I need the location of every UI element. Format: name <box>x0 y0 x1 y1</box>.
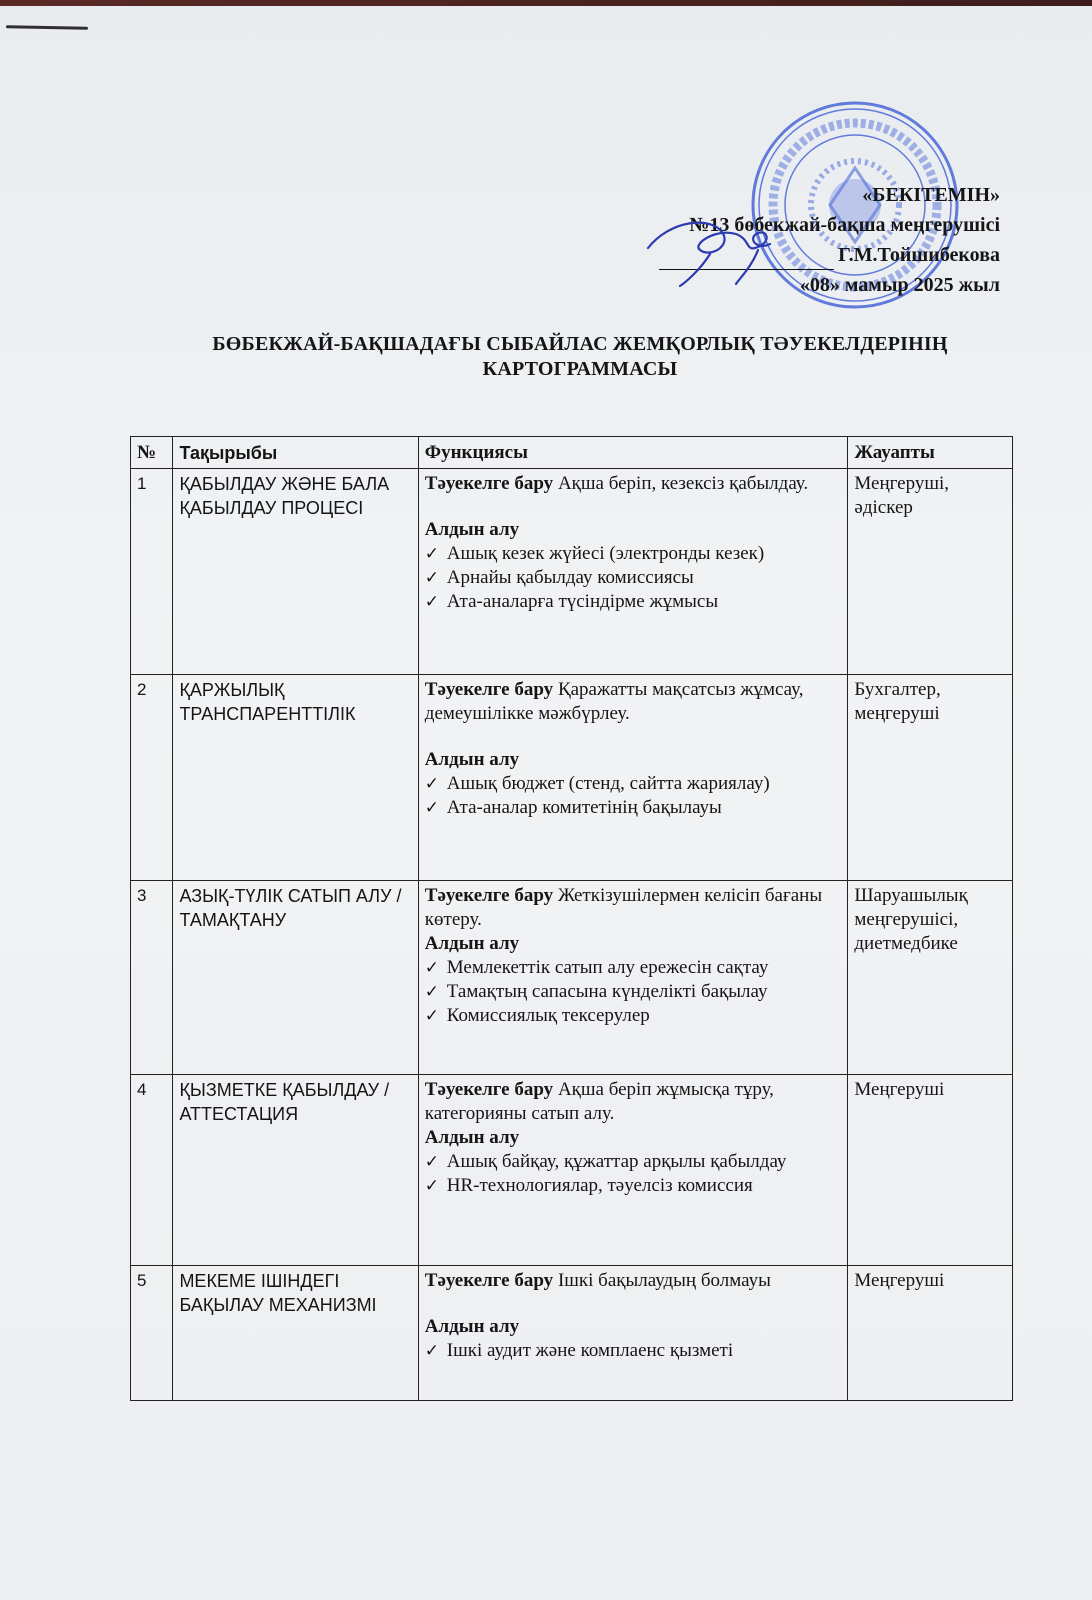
measure-text: Мемлекеттік сатып алу ережесін сақтау <box>446 957 769 978</box>
measure-text: Комиссиялық тексерулер <box>446 1005 650 1026</box>
check-icon: ✓ <box>424 958 440 978</box>
approval-heading: «БЕКІТЕМІН» <box>862 184 1000 206</box>
measure-text: Ашық кезек жүйесі (электронды кезек) <box>446 543 765 564</box>
topic-text: ҚАБЫЛДАУ ЖӘНЕ БАЛА ҚАБЫЛДАУ ПРОЦЕСІ <box>179 474 390 518</box>
prevention-label: Алдын алу <box>424 749 520 770</box>
measure-text: HR-технологиялар, тәуелсіз комиссия <box>446 1175 753 1196</box>
row-number: 1 <box>131 469 173 675</box>
responsible-text: Меңгеруші <box>854 1079 945 1100</box>
approval-position: №13 бөбекжай-бақша меңгерушісі <box>689 214 1000 236</box>
measure-text: Ашық бюджет (стенд, сайтта жариялау) <box>446 773 770 794</box>
header-topic: Тақырыбы <box>173 437 418 469</box>
row-responsible <box>848 675 1013 881</box>
check-icon: ✓ <box>424 774 440 794</box>
topic-text: МЕКЕМЕ ІШІНДЕГІ БАҚЫЛАУ МЕХАНИЗМІ <box>179 1271 377 1315</box>
handwritten-signature <box>640 210 800 290</box>
row-topic <box>173 881 418 1075</box>
topic-text: ҚАРЖЫЛЫҚ ТРАНСПАРЕНТТІЛІК <box>179 680 356 724</box>
risk-description: Жеткізушілермен келісіп бағаны көтеру. <box>424 885 823 930</box>
prevention-measure <box>425 1174 842 1198</box>
row-responsible <box>848 881 1013 1075</box>
prevention-label: Алдын алу <box>424 1127 520 1148</box>
prevention-label: Алдын алу <box>424 933 520 954</box>
prevention-measure <box>425 566 842 590</box>
header-function: Функциясы <box>418 437 848 469</box>
row-function <box>418 881 848 1075</box>
risk-text <box>425 1078 842 1126</box>
prevention-measure <box>425 980 842 1004</box>
check-icon: ✓ <box>424 544 440 564</box>
check-icon: ✓ <box>424 592 440 612</box>
risk-description: Қаражатты мақсатсыз жұмсау, демеушілікке мәжбүрлеу. <box>424 679 804 724</box>
risk-text <box>425 1269 842 1293</box>
risk-label: Тәуекелге бару <box>424 885 554 906</box>
measure-text: Арнайы қабылдау комиссиясы <box>446 567 694 588</box>
check-icon: ✓ <box>424 982 440 1002</box>
risk-label: Тәуекелге бару <box>424 1270 554 1291</box>
approval-name: Г.М.Тойшибекова <box>838 244 1000 266</box>
row-number: 4 <box>131 1075 173 1266</box>
prevention-measure <box>425 796 842 820</box>
prevention-label: Алдын алу <box>424 1316 520 1337</box>
row-topic <box>173 469 418 675</box>
header-number: № <box>131 437 173 469</box>
check-icon: ✓ <box>424 1006 440 1026</box>
table-row <box>131 675 1013 881</box>
responsible-text: Бухгалтер, меңгеруші <box>854 679 941 724</box>
prevention-measure <box>425 542 842 566</box>
header-responsible: Жауапты <box>848 437 1013 469</box>
topic-text: ҚЫЗМЕТКЕ ҚАБЫЛДАУ / АТТЕСТАЦИЯ <box>179 1080 390 1124</box>
pen-mark <box>6 25 88 29</box>
approval-date: «08» мамыр 2025 жыл <box>799 274 1000 296</box>
check-icon: ✓ <box>424 568 440 588</box>
topic-text: АЗЫҚ-ТҮЛІК САТЫП АЛУ / ТАМАҚТАНУ <box>179 886 402 930</box>
risk-description: Ақша беріп жұмысқа тұру, категорияны сатып алу. <box>424 1079 774 1124</box>
prevention-measure <box>425 1339 842 1363</box>
risk-label: Тәуекелге бару <box>424 679 554 700</box>
prevention-measure <box>425 772 842 796</box>
check-icon: ✓ <box>424 1152 440 1172</box>
row-topic <box>173 1075 418 1266</box>
row-number: 3 <box>131 881 173 1075</box>
check-icon: ✓ <box>424 798 440 818</box>
row-responsible <box>848 469 1013 675</box>
risk-description: Ішкі бақылаудың болмауы <box>557 1270 771 1291</box>
prevention-measure <box>425 1150 842 1174</box>
risk-table <box>130 436 1013 1401</box>
risk-text <box>425 884 842 932</box>
row-function <box>418 675 848 881</box>
responsible-text: Меңгеруші, әдіскер <box>854 473 950 518</box>
risk-text <box>425 472 842 496</box>
check-icon: ✓ <box>424 1176 440 1196</box>
row-topic <box>173 1266 418 1401</box>
row-number: 5 <box>131 1266 173 1401</box>
check-icon: ✓ <box>424 1341 440 1361</box>
risk-label: Тәуекелге бару <box>424 473 554 494</box>
table-row <box>131 469 1013 675</box>
row-function <box>418 1075 848 1266</box>
prevention-measure <box>425 956 842 980</box>
row-topic <box>173 675 418 881</box>
prevention-measure <box>425 1004 842 1028</box>
table-row <box>131 1266 1013 1401</box>
document-title-line-2: КАРТОГРАММАСЫ <box>482 358 678 380</box>
table-row <box>131 1075 1013 1266</box>
table-header-row <box>131 437 1013 469</box>
measure-text: Ата-аналар комитетінің бақылауы <box>446 797 722 818</box>
risk-text <box>425 678 842 726</box>
row-function <box>418 469 848 675</box>
page-top-edge <box>0 0 1092 6</box>
row-function <box>418 1266 848 1401</box>
measure-text: Ашық байқау, құжаттар арқылы қабылдау <box>446 1151 787 1172</box>
document-title <box>170 332 990 382</box>
risk-description: Ақша беріп, кезексіз қабылдау. <box>557 473 809 494</box>
prevention-label: Алдын алу <box>424 519 520 540</box>
table-row <box>131 881 1013 1075</box>
measure-text: Ата-аналарға түсіндірме жұмысы <box>446 591 719 612</box>
measure-text: Тамақтың сапасына күнделікті бақылау <box>446 981 768 1002</box>
document-title-line-1: БӨБЕКЖАЙ-БАҚШАДАҒЫ СЫБАЙЛАС ЖЕМҚОРЛЫҚ ТӘУЕКЕЛДЕРІНІҢ <box>212 333 948 355</box>
row-number: 2 <box>131 675 173 881</box>
risk-label: Тәуекелге бару <box>424 1079 554 1100</box>
responsible-text: Шаруашылық меңгерушісі, диетмедбике <box>854 885 968 954</box>
measure-text: Ішкі аудит және комплаенс қызметі <box>446 1340 734 1361</box>
prevention-measure <box>425 590 842 614</box>
responsible-text: Меңгеруші <box>854 1270 945 1291</box>
row-responsible <box>848 1075 1013 1266</box>
row-responsible <box>848 1266 1013 1401</box>
